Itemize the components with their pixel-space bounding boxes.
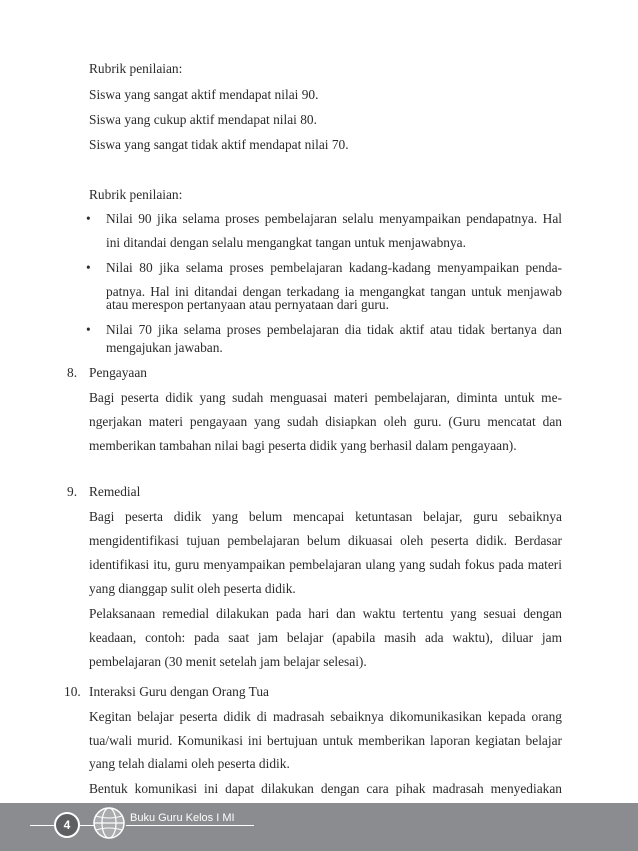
rubrik-line: Siswa yang sangat tidak aktif mendapat nilai 70. <box>89 137 349 152</box>
book-title: Buku Guru Kelos I MI <box>130 812 235 824</box>
bullet-line: mengajukan jawaban. <box>106 340 223 355</box>
rubrik-heading: Rubrik penilaian: <box>89 61 183 76</box>
paragraph-line: mengidentifikasi tujuan pembelajaran belum dikuasai oleh peserta didik. Berdasar <box>89 533 562 548</box>
paragraph-line: ngerjakan materi pengayaan yang sudah disiapkan oleh guru. (Guru mencatat dan <box>89 414 562 429</box>
paragraph-line: keadaan, contoh: pada saat jam belajar (apabila masih ada waktu), diluar jam <box>89 630 562 645</box>
footer-rule-left <box>30 825 56 826</box>
bullet-marker: • <box>86 322 91 337</box>
page-number: 4 <box>54 812 80 838</box>
bullet-line: ini ditandai dengan selalu mengangkat tangan untuk menjawabnya. <box>106 235 466 250</box>
bullet-line: Nilai 90 jika selama proses pembelajaran selalu menyampaikan pendapatnya. Hal <box>106 211 562 226</box>
bullet-line: Nilai 70 jika selama proses pembelajaran dia tidak aktif atau tidak bertanya dan <box>106 322 562 337</box>
section-number: 9. <box>67 484 78 499</box>
rubrik-line: Siswa yang sangat aktif mendapat nilai 90. <box>89 87 319 102</box>
paragraph-line: Bagi peserta didik yang belum mencapai ketuntasan belajar, guru sebaiknya <box>89 509 562 524</box>
paragraph-line: memberikan tambahan nilai bagi peserta didik yang berhasil dalam pengayaan). <box>89 438 517 453</box>
footer-rule-right <box>126 825 254 826</box>
paragraph-line: identifikasi itu, guru menyampaikan pembelajaran ulang yang sudah fokus pada materi <box>89 557 562 572</box>
bullet-line: Nilai 80 jika selama proses pembelajaran kadang-kadang menyampaikan penda- <box>106 260 562 275</box>
bullet-marker: • <box>86 211 91 226</box>
bullet-marker: • <box>86 260 91 275</box>
paragraph-line: Pelaksanaan remedial dilakukan pada hari dan waktu tertentu yang sesuai dengan <box>89 606 562 621</box>
paragraph-line: tua/wali murid. Komunikasi ini bertujuan untuk memberikan laporan kegiatan belajar <box>89 733 562 748</box>
section-title: Pengayaan <box>89 365 148 380</box>
rubrik-line: Siswa yang cukup aktif mendapat nilai 80. <box>89 112 317 127</box>
paragraph-line: Kegitan belajar peserta didik di madrasah sebaiknya dikomunikasikan kepada orang <box>89 709 562 724</box>
section-title: Remedial <box>89 484 141 499</box>
section-title: Interaksi Guru dengan Orang Tua <box>89 684 269 699</box>
paragraph-line: yang dianggap sulit oleh peserta didik. <box>89 581 296 596</box>
globe-icon <box>92 806 126 840</box>
bullet-line: patnya. Hal ini ditandai dengan terkadang ia mengangkat tangan untuk menjawab <box>106 284 562 299</box>
section-number: 8. <box>67 365 78 380</box>
paragraph-line: Bentuk komunikasi ini dapat dilakukan dengan cara pihak madrasah menyediakan <box>89 781 562 796</box>
bullet-line: atau merespon pertanyaan atau pernyataan dari guru. <box>106 297 389 312</box>
section-number: 10. <box>64 684 81 699</box>
paragraph-line: Bagi peserta didik yang sudah menguasai materi pembelajaran, diminta untuk me- <box>89 390 562 405</box>
paragraph-line: pembelajaran (30 menit setelah jam belajar selesai). <box>89 654 367 669</box>
rubrik-heading: Rubrik penilaian: <box>89 187 183 202</box>
paragraph-line: yang telah dialami oleh peserta didik. <box>89 756 290 771</box>
